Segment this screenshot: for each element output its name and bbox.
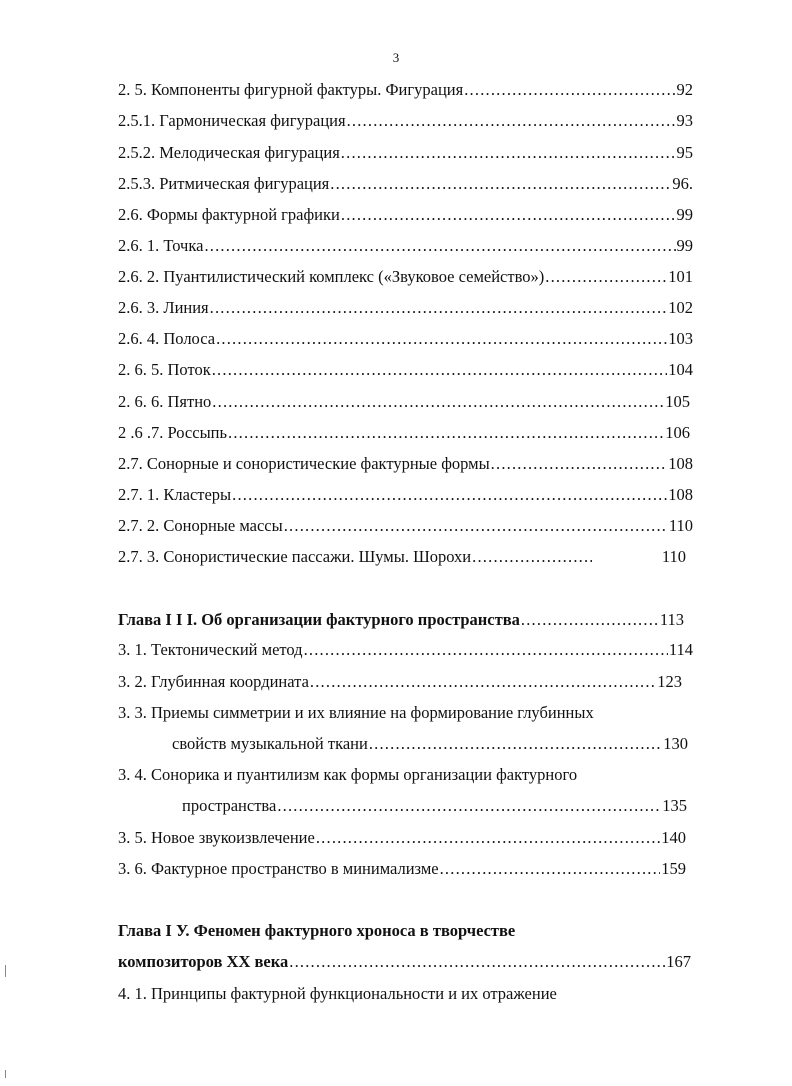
- toc-entry-label: 2. 5. Компоненты фигурной фактуры. Фигурация: [118, 80, 464, 99]
- toc-entry: [118, 672, 682, 692]
- toc-entry-page: 96.: [672, 174, 693, 193]
- leader-dots: [277, 796, 661, 816]
- leader-dots: [347, 111, 676, 131]
- toc-entry-label: 2.6. Формы фактурной графики: [118, 205, 340, 224]
- chapter-heading-line1: Глава I У. Феномен фактурного хроноса в творчестве: [118, 921, 516, 940]
- toc-entry-label: 2.5.2. Мелодическая фигурация: [118, 143, 340, 162]
- leader-dots: [472, 547, 592, 567]
- toc-entry-label: 2.6. 1. Точка: [118, 236, 204, 255]
- scan-mark: [5, 965, 6, 977]
- toc-entry: [118, 80, 693, 100]
- toc-entry: [118, 423, 690, 443]
- toc-entry-page: 130: [663, 734, 688, 753]
- toc-entry-page: 99: [676, 205, 693, 224]
- toc-entry-line1: 3. 4. Сонорика и пуантилизм как формы организации фактурного: [118, 765, 578, 784]
- toc-entry-label: 2. 6. 5. Поток: [118, 360, 211, 379]
- toc-entry-label: 3. 5. Новое звукоизвлечение: [118, 828, 315, 847]
- leader-dots: [369, 734, 662, 754]
- toc-entry-label: пространства: [182, 796, 277, 815]
- toc-entry: [118, 298, 693, 318]
- toc-entry: [118, 174, 693, 194]
- toc-entry-label: 2.6. 3. Линия: [118, 298, 209, 317]
- toc-entry: [118, 516, 693, 536]
- toc-entry-label: 2.7. Сонорные и сонористические фактурные формы: [118, 454, 490, 473]
- toc-entry-page: 108: [668, 485, 693, 504]
- toc-entry-label: 2.7. 2. Сонорные массы: [118, 516, 283, 535]
- toc-entry-page: 106: [665, 423, 690, 442]
- toc-entry: [118, 360, 693, 380]
- toc-entry: [182, 796, 687, 816]
- leader-dots: [545, 267, 667, 287]
- toc-entry-label: 2 .6 .7. Россыпь: [118, 423, 228, 442]
- toc-entry-label: 2.5.1. Гармоническая фигурация: [118, 111, 346, 130]
- toc-entry: [118, 329, 693, 349]
- leader-dots: [232, 485, 667, 505]
- toc-entry: [118, 267, 693, 287]
- toc-entry-line1: 4. 1. Принципы фактурной функциональности и их отражение: [118, 984, 557, 1003]
- toc-entry-page: 114: [668, 640, 693, 659]
- leader-dots: [440, 859, 661, 879]
- toc-entry-page: 101: [668, 267, 693, 286]
- toc-entry: [118, 640, 693, 660]
- toc-entry-label: 2.5.3. Ритмическая фигурация: [118, 174, 330, 193]
- toc-entry-page: 92: [676, 80, 693, 99]
- leader-dots: [216, 329, 667, 349]
- leader-dots: [341, 143, 676, 163]
- toc-entry-label: 2. 6. 6. Пятно: [118, 392, 212, 411]
- chapter-page: 113: [659, 610, 684, 629]
- toc-entry-page: 108: [668, 454, 693, 473]
- toc-entry: [118, 454, 693, 474]
- toc-entry-label: 2.6. 2. Пуантилистический комплекс («Звуковое семейство»): [118, 267, 545, 286]
- leader-dots: [310, 672, 656, 692]
- toc-entry: [118, 143, 693, 163]
- chapter-title: композиторов XX века: [118, 952, 289, 971]
- leader-dots: [289, 952, 665, 972]
- toc-entry-line1: 3. 3. Приемы симметрии и их влияние на формирование глубинных: [118, 703, 594, 722]
- toc-entry: [118, 236, 693, 256]
- toc-entry-page: 110: [661, 547, 686, 566]
- toc-entry-label: 2.6. 4. Полоса: [118, 329, 216, 348]
- chapter-heading: [118, 610, 684, 630]
- page-number: 3: [392, 50, 400, 65]
- toc-entry-label: свойств музыкальной ткани: [172, 734, 368, 753]
- toc-entry-page: 110: [668, 516, 693, 535]
- toc-entry-page: 104: [668, 360, 693, 379]
- toc-entry: [118, 547, 686, 567]
- toc-entry-page: 93: [676, 111, 693, 130]
- chapter-heading: [118, 952, 691, 972]
- toc-entry: [172, 734, 688, 754]
- toc-entry: [118, 392, 690, 412]
- toc-entry-page: 135: [662, 796, 687, 815]
- toc-entry-page: 123: [657, 672, 682, 691]
- toc-entry-page: 159: [661, 859, 686, 878]
- toc-entry-page: 105: [665, 392, 690, 411]
- toc-entry-label: 3. 2. Глубинная координата: [118, 672, 309, 691]
- leader-dots: [464, 80, 675, 100]
- toc-entry-label: 3. 1. Тектонический метод: [118, 640, 303, 659]
- leader-dots: [491, 454, 668, 474]
- leader-dots: [341, 205, 676, 225]
- leader-dots: [304, 640, 668, 660]
- leader-dots: [212, 392, 664, 412]
- leader-dots: [284, 516, 668, 536]
- toc-entry-page: 102: [668, 298, 693, 317]
- toc-entry-label: 2.7. 1. Кластеры: [118, 485, 232, 504]
- toc-entry: [118, 828, 686, 848]
- leader-dots: [521, 610, 659, 630]
- toc-entry-page: 140: [661, 828, 686, 847]
- scan-mark: [5, 1070, 6, 1078]
- toc-entry: [118, 205, 693, 225]
- leader-dots: [212, 360, 668, 380]
- toc-entry-page: 95: [676, 143, 693, 162]
- toc-entry: [118, 859, 686, 879]
- leader-dots: [330, 174, 671, 194]
- chapter-page: 167: [666, 952, 691, 971]
- toc-entry-label: 3. 6. Фактурное пространство в минимализме: [118, 859, 439, 878]
- toc-entry-page: 103: [668, 329, 693, 348]
- toc-entry-label: 2.7. 3. Сонористические пассажи. Шумы. Шорохи: [118, 547, 472, 566]
- toc-entry: [118, 485, 693, 505]
- toc-entry: [118, 111, 693, 131]
- leader-dots: [316, 828, 660, 848]
- leader-dots: [210, 298, 668, 318]
- toc-entry-page: 99: [676, 236, 693, 255]
- leader-dots: [204, 236, 675, 256]
- chapter-title: Глава I I I. Об организации фактурного пространства: [118, 610, 520, 629]
- leader-dots: [228, 423, 664, 443]
